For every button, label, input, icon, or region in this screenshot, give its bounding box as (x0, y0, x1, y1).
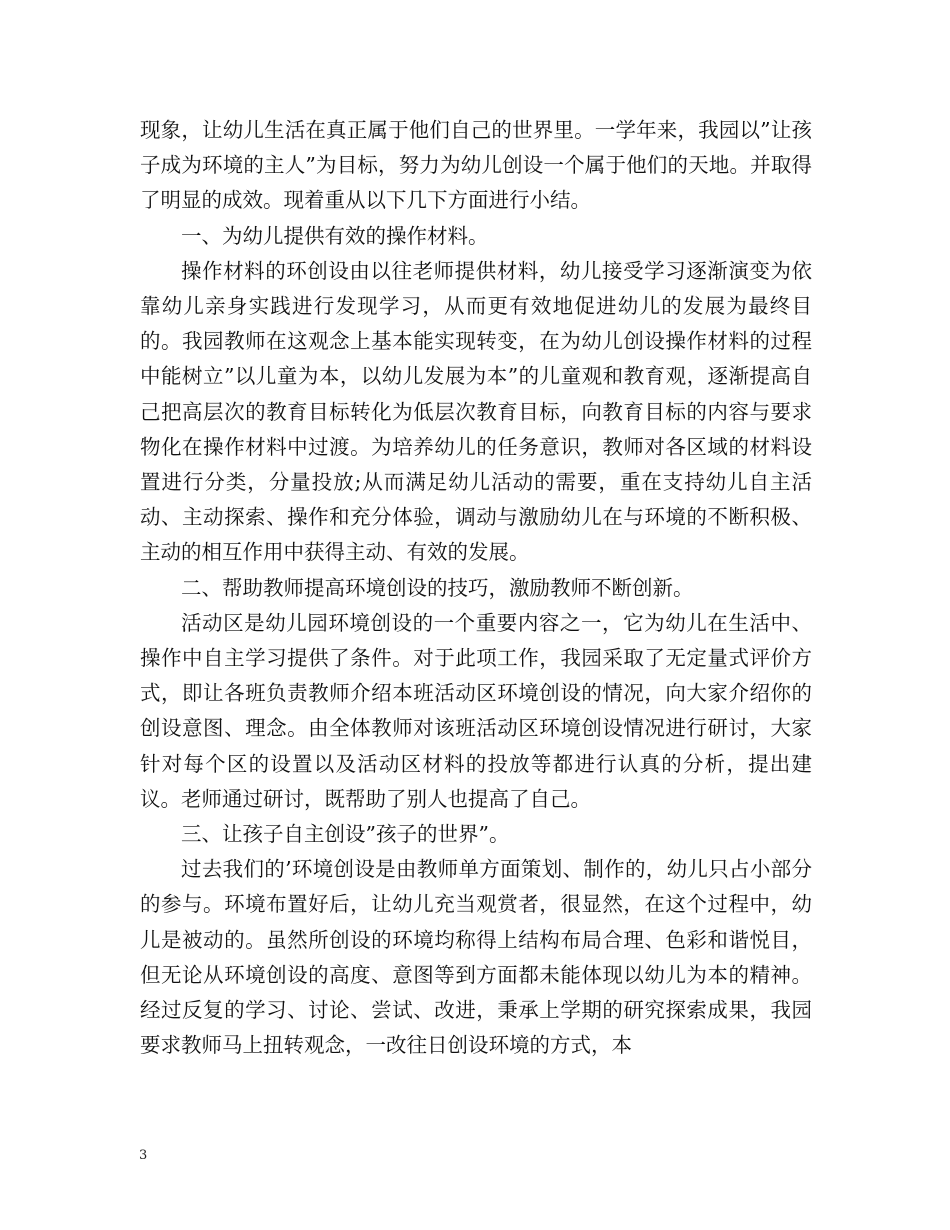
paragraph-section-2: 活动区是幼儿园环境创设的一个重要内容之一，它为幼儿在生活中、操作中自主学习提供了条件。对于此项工作，我园采取了无定量式评价方式，即让各班负责教师介绍本班活动区环境创设的情况，向大家介绍你的创设意图、理念。由全体教师对该班活动区环境创设情况进行研讨，大家针对每个区的设置以及活动区材料的投放等都进行认真的分析，提出建议。老师通过研讨，既帮助了别人也提高了自己。 (140, 610, 812, 811)
section-heading-1: 一、为幼儿提供有效的操作材料。 (181, 223, 489, 248)
paragraph-section-3: 过去我们的’环境创设是由教师单方面策划、制作的，幼儿只占小部分的参与。环境布置好后，让幼儿充当观赏者，很显然，在这个过程中，幼儿是被动的。虽然所创设的环境均称得上结构布局合理、色彩和谐悦目，但无论从环境创设的高度、意图等到方面都未能体现以幼儿为本的精神。经过反复的学习、讨论、尝试、改进，秉承上学期的研究探索成果，我园要求教师马上扭转观念，一改往日创设环境的方式，本 (140, 857, 812, 1058)
section-heading-3: 三、让孩子自主创设”孩子的世界”。 (181, 822, 510, 847)
section-heading-2: 二、帮助教师提高环境创设的技巧，激励教师不断创新。 (181, 575, 694, 600)
body-text (140, 113, 812, 1063)
paragraph-continuation: 现象，让幼儿生活在真正属于他们自己的世界里。一学年来，我园以”让孩子成为环境的主人”为目标，努力为幼儿创设一个属于他们的天地。并取得了明显的成效。现着重从以下几下方面进行小结。 (140, 118, 812, 213)
paragraph-section-1: 操作材料的环创设由以往老师提供材料，幼儿接受学习逐渐演变为依靠幼儿亲身实践进行发现学习，从而更有效地促进幼儿的发展为最终目的。我园教师在这观念上基本能实现转变，在为幼儿创设操作材料的过程中能树立”以儿童为本，以幼儿发展为本”的儿童观和教育观，逐渐提高自己把高层次的教育目标转化为低层次教育目标，向教育目标的内容与要求物化在操作材料中过渡。为培养幼儿的任务意识，教师对各区域的材料设置进行分类，分量投放;从而满足幼儿活动的需要，重在支持幼儿自主活动、主动探索、操作和充分体验，调动与激励幼儿在与环境的不断积极、主动的相互作用中获得主动、有效的发展。 (140, 258, 812, 565)
page-number: 3 (139, 1148, 148, 1163)
